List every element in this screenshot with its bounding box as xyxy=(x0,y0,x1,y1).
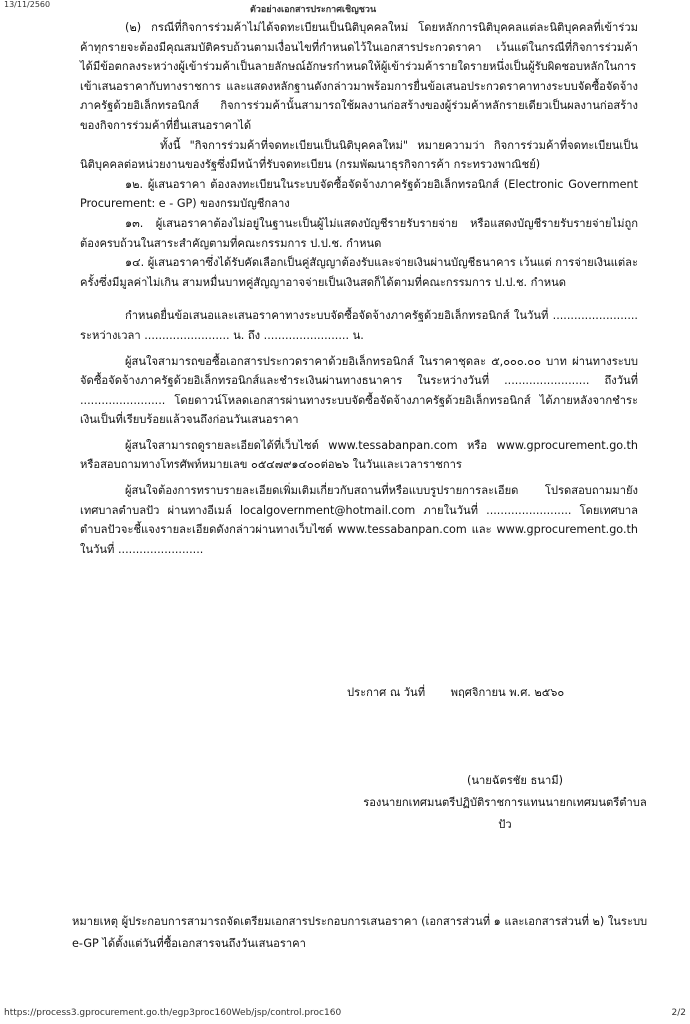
paragraph-item-14: ๑๔. ผู้เสนอราคาซึ่งได้รับคัดเลือกเป็นคู่สัญญาต้องรับและจ่ายเงินผ่านบัญชีธนาคาร เว้นแต่ การจ่ายเงินแต่ละครั้งซึ่งมีมูลค่าไม่เกิน สามหมื่นบาทคู่สัญญาอาจจ่ายเป็นเงินสดก็ได้ตามที่คณะกรรมการ ป.ป.ช. กำหนด xyxy=(80,256,638,289)
signature-block xyxy=(360,770,650,836)
paragraph-definition: ทั้งนี้ "กิจการร่วมค้าที่จดทะเบียนเป็นนิติบุคคลใหม่" หมายความว่า กิจการร่วมค้าที่จดทะเบียนเป็นนิติบุคคลต่อหน่วยงานของรัฐซึ่งมีหน้าที่รับจดทะเบียน (กรมพัฒนาธุรกิจการค้า กระทรวงพาณิชย์) xyxy=(80,138,638,172)
document-body xyxy=(80,18,638,559)
signer-name: (นายฉัตรชัย ธนามี) xyxy=(467,774,563,787)
print-header xyxy=(0,0,690,14)
page-number: 2/2 xyxy=(671,1008,686,1018)
paragraph-submission-date: กำหนดยื่นข้อเสนอและเสนอราคาทางระบบจัดซื้อจัดจ้างภาครัฐด้วยอิเล็กทรอนิกส์ ในวันที่ ........................ ระหว่างเวลา ........................ น. ถึง ........................ น. xyxy=(80,309,638,342)
remark-note: หมายเหตุ ผู้ประกอบการสามารถจัดเตรียมเอกสารประกอบการเสนอราคา (เอกสารส่วนที่ ๑ และเอกสารส่วนที่ ๒) ในระบบ e-GP ได้ตั้งแต่วันที่ซื้อเอกสารจนถึงวันเสนอราคา xyxy=(72,915,648,950)
announcement-date-label: ประกาศ ณ วันที่ xyxy=(347,686,426,699)
paragraph-contact-info: ผู้สนใจต้องการทราบรายละเอียดเพิ่มเติมเกี่ยวกับสถานที่หรือแบบรูปรายการละเอียด โปรดสอบถามมายัง เทศบาลตำบลปัว ผ่านทางอีเมล์ localgovernment@hotmail.com ภายในวันที่ ........................ โดยเทศบาลตำบลปัวจะชี้แจงรายละเอียดดังกล่าวผ่านทางเว็บไซต์ www.tessabanpan.com และ www.gprocurement.go.th ในวันที่ ........................ xyxy=(80,484,638,556)
announcement-date-value: พฤศจิกายน พ.ศ. ๒๕๖๐ xyxy=(450,686,565,699)
signer-position: รองนายกเทศมนตรีปฏิบัติราชการแทนนายกเทศมนตรีตำบล xyxy=(363,796,647,809)
source-url: https://process3.gprocurement.go.th/egp3proc160Web/jsp/control.proc160 xyxy=(4,1008,342,1018)
paragraph-website-info: ผู้สนใจสามารถดูรายละเอียดได้ที่เว็บไซต์ www.tessabanpan.com หรือ www.gprocurement.go.th หรือสอบถามทางโทรศัพท์หมายเลข ๐๕๔๗๙๑๔๐๐ต่อ๒๖ ในวันและเวลาราชการ xyxy=(80,438,638,472)
paragraph-joint-venture: (๒) กรณีที่กิจการร่วมค้าไม่ได้จดทะเบียนเป็นนิติบุคคลใหม่ โดยหลักการนิติบุคคลแต่ละนิติบุคคลที่เข้าร่วมค้าทุกรายจะต้องมีคุณสมบัติครบถ้วนตามเงื่อนไขที่กำหนดไว้ในเอกสารประกวดราคา เว้นแต่ในกรณีที่กิจการร่วมค้าได้มีข้อตกลงระหว่างผู้เข้าร่วมค้าเป็นลายลักษณ์อักษรกำหนดให้ผู้เข้าร่วมค้ารายใดรายหนึ่งเป็นผู้รับผิดชอบหลักในการเข้าเสนอราคากับทางราชการ และแสดงหลักฐานดังกล่าวมาพร้อมการยื่นข้อเสนอประกวดราคาทางระบบจัดซื้อจัดจ้างภาครัฐด้วยอิเล็กทรอนิกส์ กิจการร่วมค้านั้นสามารถใช้ผลงานก่อสร้างของผู้ร่วมค้าหลักรายเดียวเป็นผลงานก่อสร้างของกิจการร่วมค้าที่ยื่นเสนอราคาได้ xyxy=(80,21,638,132)
paragraph-purchase-documents: ผู้สนใจสามารถขอซื้อเอกสารประกวดราคาด้วยอิเล็กทรอนิกส์ ในราคาชุดละ ๕,๐๐๐.๐๐ บาท ผ่านทางระบบจัดซื้อจัดจ้างภาครัฐด้วยอิเล็กทรอนิกส์และชำระเงินผ่านทางธนาคาร ในระหว่างวันที่ ........................ ถึงวันที่ ........................ โดยดาวน์โหลดเอกสารผ่านทางระบบจัดซื้อจัดจ้างภาครัฐด้วยอิเล็กทรอนิกส์ ได้ภายหลังจากชำระเงินเป็นที่เรียบร้อยแล้วจนถึงก่อนวันเสนอราคา xyxy=(80,354,638,427)
announcement-date xyxy=(347,683,586,701)
print-footer xyxy=(4,1008,686,1018)
print-date: 13/11/2560 xyxy=(4,0,51,9)
paragraph-item-12: ๑๒. ผู้เสนอราคา ต้องลงทะเบียนในระบบจัดซื้อจัดจ้างภาครัฐด้วยอิเล็กทรอนิกส์ (Electronic Government Procurement: e - GP) ของกรมบัญชีกลาง xyxy=(80,177,638,211)
paragraph-item-13: ๑๓. ผู้เสนอราคาต้องไม่อยู่ในฐานะเป็นผู้ไม่แสดงบัญชีรายรับรายจ่าย หรือแสดงบัญชีรายรับรายจ่ายไม่ถูกต้องครบถ้วนในสาระสำคัญตามที่คณะกรรมการ ป.ป.ช. กำหนด xyxy=(80,216,638,250)
signer-place: ปัว xyxy=(498,818,512,831)
document-header: ตัวอย่างเอกสารประกาศเชิญชวน xyxy=(250,5,377,15)
